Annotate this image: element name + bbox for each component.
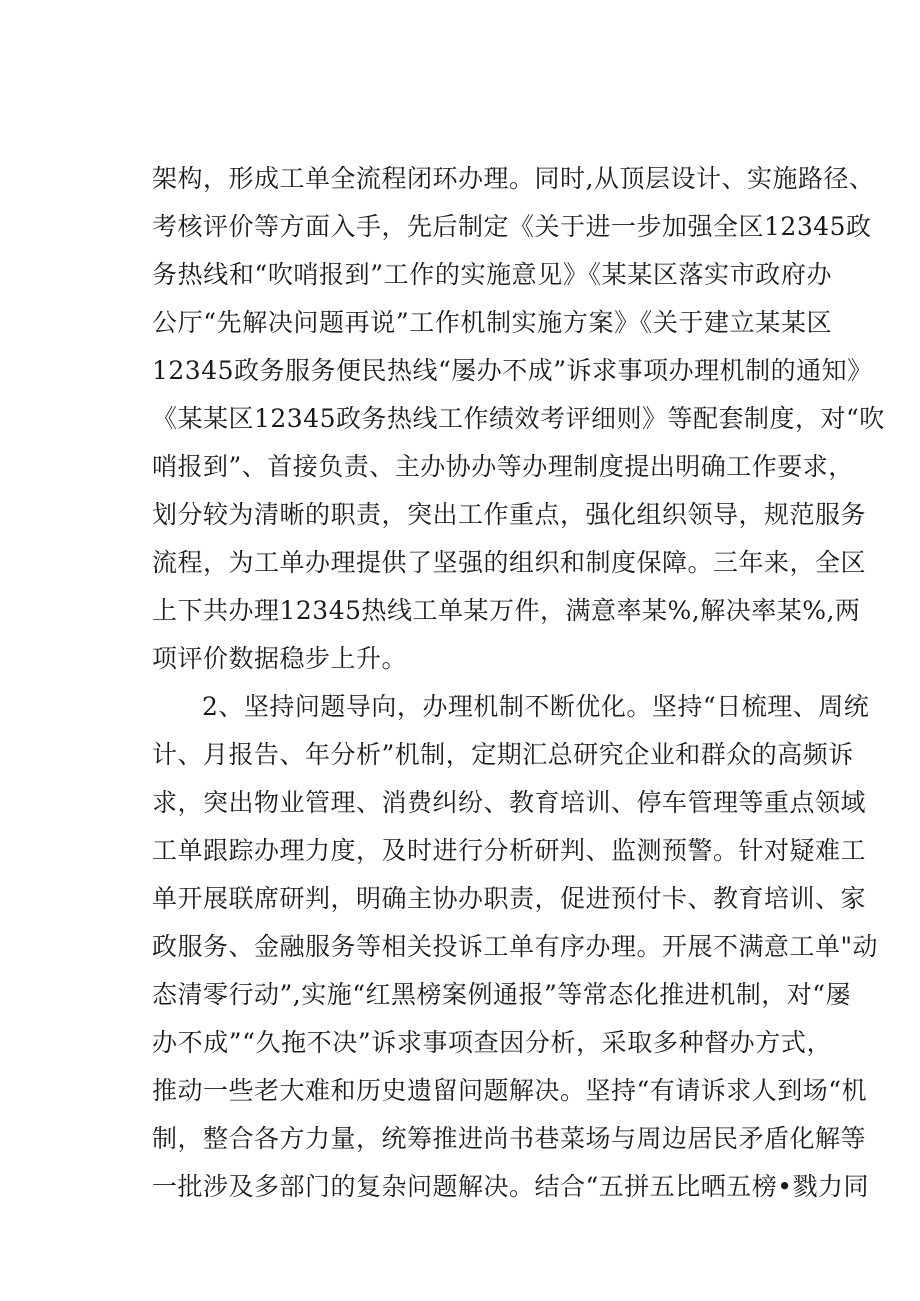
body-text-line: 上下共办理12345热线工单某万件，满意率某%,解决率某%,两 (152, 596, 861, 625)
body-text-line: 公厅“先解决问题再说”工作机制实施方案》《关于建立某某区 (152, 308, 832, 337)
body-text-line: 推动一些老大难和历史遗留问题解决。坚持“有请诉求人到场“机 (152, 1076, 868, 1105)
body-text-line: 工单跟踪办理力度，及时进行分析研判、监测预警。针对疑难工 (152, 836, 867, 865)
body-text-line: 流程，为工单办理提供了坚强的组织和制度保障。三年来，全区 (152, 548, 867, 577)
body-text-line: 务热线和“吹哨报到”工作的实施意见》《某某区落实市政府办 (152, 260, 832, 289)
body-text-line: 制，整合各方力量，统筹推进尚书巷菜场与周边居民矛盾化解等 (152, 1124, 867, 1153)
body-text-line: 单开展联席研判，明确主协办职责，促进预付卡、教育培训、家 (152, 884, 867, 913)
body-text-line: 态清零行动”,实施“红黑榜案例通报”等常态化推进机制，对“屡 (152, 980, 852, 1009)
body-text-line: 12345政务服务便民热线“屡办不成”诉求事项办理机制的通知》 (152, 356, 873, 385)
body-text-line: 考核评价等方面入手，先后制定《关于进一步加强全区12345政 (152, 212, 872, 241)
body-text-line: 划分较为清晰的职责，突出工作重点，强化组织领导，规范服务 (152, 500, 867, 529)
paragraph-first-line: 2、坚持问题导向，办理机制不断优化。坚持“日梳理、周统 (202, 692, 870, 721)
body-text-line: 架构，形成工单全流程闭环办理。同时,从顶层设计、实施路径、 (152, 164, 875, 193)
body-text-line: 哨报到”、首接负责、主办协办等办理制度提出明确工作要求， (152, 452, 854, 481)
body-text-line: 政服务、金融服务等相关投诉工单有序办理。开展不满意工单"动 (152, 932, 879, 961)
body-text-line: 《某某区12345政务热线工作绩效考评细则》等配套制度，对“吹 (152, 404, 885, 433)
paragraph-last-line: 项评价数据稳步上升。 (152, 644, 408, 673)
body-text-line: 计、月报告、年分析”机制，定期汇总研究企业和群众的高频诉 (152, 740, 854, 769)
body-text-line: 一批涉及多部门的复杂问题解决。结合“五拼五比晒五榜•戮力同 (152, 1172, 870, 1201)
body-text-line: 办不成”“久拖不决”诉求事项查因分析，采取多种督办方式， (152, 1028, 832, 1057)
body-text-line: 求，突出物业管理、消费纠纷、教育培训、停车管理等重点领域 (152, 788, 867, 817)
